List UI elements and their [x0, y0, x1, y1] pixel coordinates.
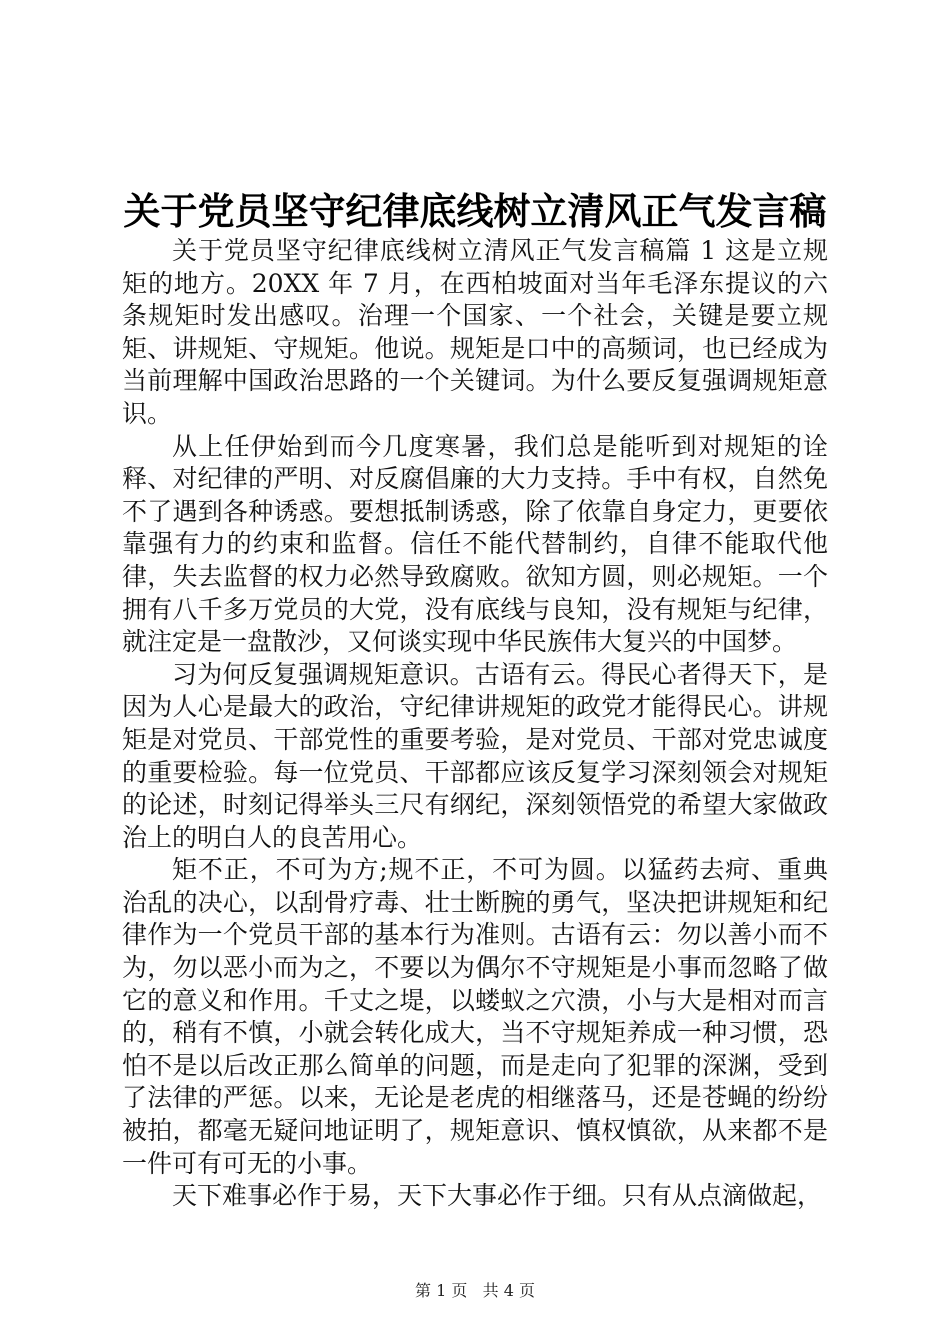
page-footer: [0, 1281, 950, 1301]
document-title: 关于党员坚守纪律底线树立清风正气发言稿: [123, 189, 827, 233]
page-number: 第 1 页: [415, 1281, 468, 1300]
page-total: 共 4 页: [482, 1281, 535, 1300]
paragraph-5: 天下难事必作于易，天下大事必作于细。只有从点滴做起，: [172, 1181, 823, 1211]
paragraph-4: 矩不正，不可为方;规不正，不可为圆。以猛药去疴、重典治乱的决心，以刮骨疗毒、壮士断腕的勇气，坚决把讲规矩和纪律作为一个党员干部的基本行为准则。古语有云：勿以善小而不为，勿以恶小而为之，不要以为偶尔不守规矩是小事而忽略了做它的意义和作用。千丈之堤，以蝼蚁之穴溃，小与大是相对而言的，稍有不慎，小就会转化成大，当不守规矩养成一种习惯，恐怕不是以后改正那么简单的问题，而是走向了犯罪的深渊，受到了法律的严惩。以来，无论是老虎的相继落马，还是苍蝇的纷纷被拍，都毫无疑问地证明了，规矩意识、慎权慎欲，从来都不是一件可有可无的小事。: [122, 855, 828, 1178]
paragraph-3: 习为何反复强调规矩意识。古语有云。得民心者得天下，是因为人心是最大的政治，守纪律讲规矩的政党才能得民心。讲规矩是对党员、干部党性的重要考验，是对党员、干部对党忠诚度的重要检验。每一位党员、干部都应该反复学习深刻领会对规矩的论述，时刻记得举头三尺有纲纪，深刻领悟党的希望大家做政治上的明白人的良苦用心。: [122, 659, 828, 852]
paragraph-1: 关于党员坚守纪律底线树立清风正气发言稿篇 1 这是立规矩的地方。20XX 年 7 月，在西柏坡面对当年毛泽东提议的六条规矩时发出感叹。治理一个国家、一个社会，关键是要立规矩、讲规矩、守规矩。他说。规矩是口中的高频词，也已经成为当前理解中国政治思路的一个关键词。为什么要反复强调规矩意识。: [122, 236, 828, 428]
document-body: [122, 235, 828, 1213]
paragraph-2: 从上任伊始到而今几度寒暑，我们总是能听到对规矩的诠释、对纪律的严明、对反腐倡廉的大力支持。手中有权，自然免不了遇到各种诱惑。要想抵制诱惑，除了依靠自身定力，更要依靠强有力的约束和监督。信任不能代替制约，自律不能取代他律，失去监督的权力必然导致腐败。欲知方圆，则必规矩。一个拥有八千多万党员的大党，没有底线与良知，没有规矩与纪律，就注定是一盘散沙，又何谈实现中华民族伟大复兴的中国梦。: [122, 431, 828, 657]
